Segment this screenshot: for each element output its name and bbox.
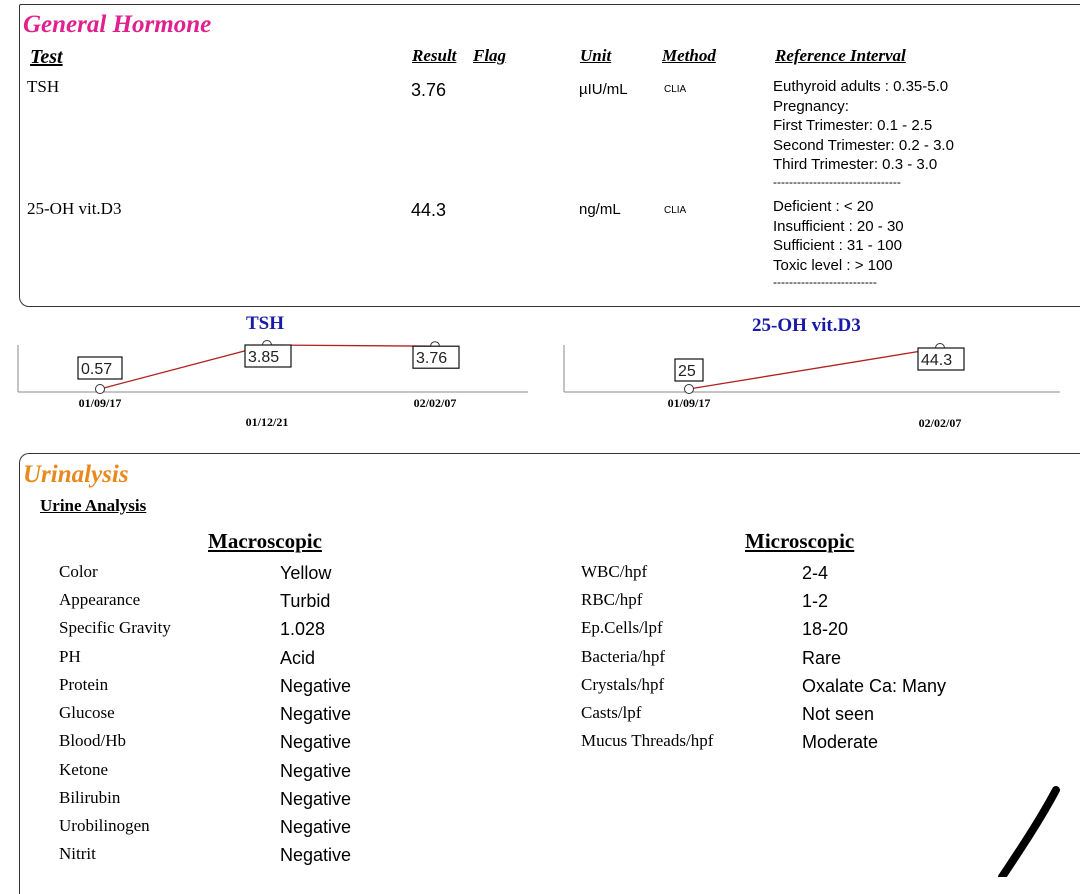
tsh-chart-segment — [267, 345, 435, 346]
macro-label-glucose: Glucose — [59, 703, 115, 722]
micro-label-mucus: Mucus Threads/hpf — [581, 731, 714, 750]
macro-label-appearance: Appearance — [59, 590, 141, 609]
micro-value-ep-cells: 18-20 — [802, 619, 849, 639]
macro-label-bilirubin: Bilirubin — [59, 788, 121, 807]
macro-value-specific-gravity: 1.028 — [280, 619, 326, 639]
vitd3-trend-chart — [540, 335, 1080, 435]
micro-value-rbc: 1-2 — [802, 591, 829, 611]
micro-label-ep-cells: Ep.Cells/lpf — [581, 618, 663, 637]
macro-label-protein: Protein — [59, 675, 109, 694]
tsh-trend-chart — [0, 335, 540, 435]
test-name-vitd3: 25-OH vit.D3 — [27, 199, 122, 218]
macro-label-ketone: Ketone — [59, 760, 109, 779]
result-tsh: 3.76 — [411, 80, 447, 100]
micro-label-wbc: WBC/hpf — [581, 562, 648, 581]
vitd3-chart-date-label: 02/02/07 — [918, 416, 962, 430]
micro-label-rbc: RBC/hpf — [581, 590, 643, 609]
chart-title-vitd3: 25-OH vit.D3 — [752, 315, 861, 336]
method-tsh: CLIA — [664, 84, 687, 95]
reference-tsh: Euthyroid adults : 0.35-5.0 Pregnancy: First Trimester: 0.1 - 2.5 Second Trimester: 0.2 - 3.0 Third Trimester: 0.3 - 3.0 -------------------------------- — [773, 78, 954, 189]
macro-value-blood-hb: Negative — [280, 732, 352, 752]
macro-value-glucose: Negative — [280, 704, 352, 724]
macro-value-protein: Negative — [280, 676, 352, 696]
tsh-chart-value-label: 3.76 — [416, 350, 448, 368]
vitd3-chart-value-label: 25 — [678, 363, 696, 380]
macro-label-urobilinogen: Urobilinogen — [59, 816, 150, 835]
micro-value-casts: Not seen — [802, 704, 875, 724]
macro-value-ph: Acid — [280, 648, 316, 668]
tsh-chart-date-label: 01/12/21 — [245, 415, 289, 429]
urinalysis-panel — [19, 453, 1080, 894]
micro-value-bacteria: Rare — [802, 648, 842, 668]
macro-value-nitrit: Negative — [280, 845, 352, 865]
micro-value-wbc: 2-4 — [802, 563, 829, 583]
macro-value-urobilinogen: Negative — [280, 817, 352, 837]
macro-value-appearance: Turbid — [280, 591, 331, 611]
micro-value-crystals: Oxalate Ca: Many — [802, 676, 947, 696]
macro-label-ph: PH — [59, 647, 81, 666]
macro-label-color: Color — [59, 562, 98, 581]
microscopic-heading: Microscopic — [745, 529, 855, 553]
unit-tsh: µIU/mL — [579, 81, 628, 98]
result-vitd3: 44.3 — [411, 200, 447, 220]
urine-analysis-subtitle: Urine Analysis — [40, 496, 147, 515]
tsh-chart-point — [96, 385, 105, 394]
header-flag: Flag — [473, 46, 507, 65]
macro-value-color: Yellow — [280, 563, 332, 583]
vitd3-chart-segment — [689, 348, 940, 389]
vitd3-chart-point — [685, 385, 694, 394]
urinalysis-section-title: Urinalysis — [23, 461, 129, 488]
micro-value-mucus: Moderate — [802, 732, 879, 752]
unit-vitd3: ng/mL — [579, 201, 621, 218]
pen-stroke-mark — [990, 780, 1080, 877]
macro-value-ketone: Negative — [280, 761, 352, 781]
micro-label-crystals: Crystals/hpf — [581, 675, 665, 694]
micro-label-bacteria: Bacteria/hpf — [581, 647, 666, 666]
tsh-chart-value-label: 0.57 — [81, 361, 113, 378]
method-vitd3: CLIA — [664, 205, 687, 216]
macroscopic-heading: Macroscopic — [208, 529, 322, 553]
header-method: Method — [662, 46, 716, 65]
macro-label-nitrit: Nitrit — [59, 844, 96, 863]
macro-value-bilirubin: Negative — [280, 789, 352, 809]
header-result: Result — [412, 46, 457, 65]
hormone-section-title: General Hormone — [23, 11, 212, 38]
test-name-tsh: TSH — [27, 77, 60, 96]
tsh-chart-segment — [100, 345, 267, 389]
vitd3-chart-date-label: 01/09/17 — [667, 396, 711, 410]
reference-vitd3: Deficient : < 20 Insufficient : 20 - 30 Sufficient : 31 - 100 Toxic level : > 100 -------------------------- — [773, 198, 904, 290]
header-reference: Reference Interval — [775, 46, 906, 65]
macro-label-blood-hb: Blood/Hb — [59, 731, 127, 750]
tsh-chart-value-label: 3.85 — [248, 349, 280, 366]
macro-label-specific-gravity: Specific Gravity — [59, 618, 171, 637]
micro-label-casts: Casts/lpf — [581, 703, 642, 722]
chart-title-tsh: TSH — [246, 313, 285, 334]
vitd3-chart-value-label: 44.3 — [921, 352, 953, 369]
header-unit: Unit — [580, 46, 612, 65]
header-test: Test — [30, 46, 63, 68]
tsh-chart-date-label: 01/09/17 — [78, 396, 122, 410]
tsh-chart-date-label: 02/02/07 — [413, 396, 457, 410]
